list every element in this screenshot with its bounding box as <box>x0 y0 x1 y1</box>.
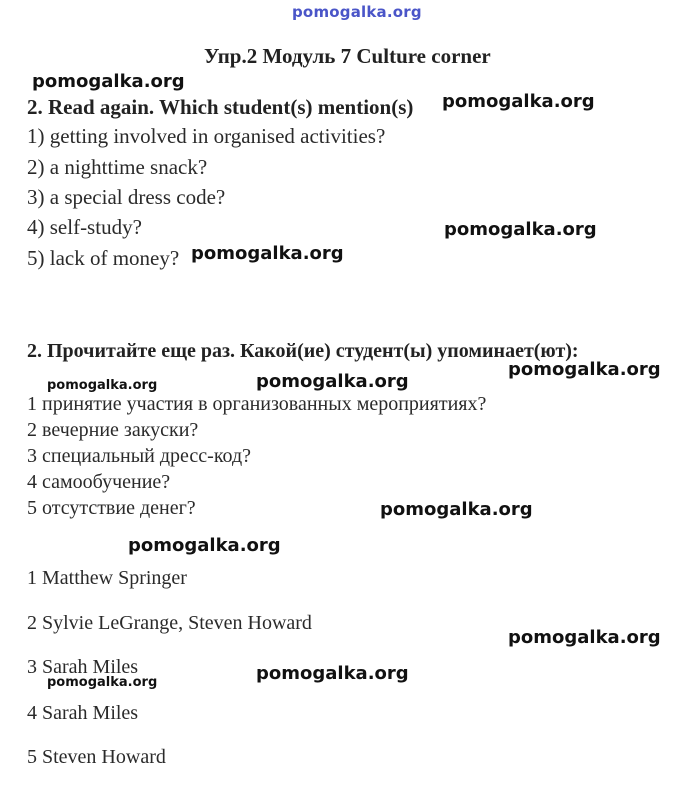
russian-item: 1 принятие участия в организованных мероприятиях? <box>27 393 487 415</box>
answer-item: 4 Sarah Miles <box>27 702 139 724</box>
watermark: pomogalka.org <box>32 71 185 92</box>
watermark: pomogalka.org <box>508 627 661 648</box>
watermark: pomogalka.org <box>191 243 344 264</box>
english-item: 3) a special dress code? <box>27 185 226 209</box>
answer-item: 5 Steven Howard <box>27 746 166 768</box>
watermark: pomogalka.org <box>128 535 281 556</box>
russian-item: 2 вечерние закуски? <box>27 419 199 441</box>
header-watermark: pomogalka.org <box>292 3 422 21</box>
russian-item: 5 отсутствие денег? <box>27 497 196 519</box>
english-item: 2) a nighttime snack? <box>27 155 208 179</box>
english-item: 4) self-study? <box>27 215 142 239</box>
answer-item: 3 Sarah Miles <box>27 656 139 678</box>
watermark: pomogalka.org <box>256 663 409 684</box>
english-item: 5) lack of money? <box>27 246 180 270</box>
watermark: pomogalka.org <box>508 359 661 380</box>
page-title: Упр.2 Модуль 7 Culture corner <box>204 44 491 68</box>
watermark: pomogalka.org <box>256 371 409 392</box>
answer-item: 2 Sylvie LeGrange, Steven Howard <box>27 612 312 634</box>
answer-item: 1 Matthew Springer <box>27 567 187 589</box>
watermark: pomogalka.org <box>380 499 533 520</box>
russian-item: 4 самообучение? <box>27 471 171 493</box>
watermark: pomogalka.org <box>444 219 597 240</box>
watermark: pomogalka.org <box>47 675 158 690</box>
english-heading: 2. Read again. Which student(s) mention(s) <box>27 95 414 119</box>
watermark: pomogalka.org <box>47 378 158 393</box>
russian-heading: 2. Прочитайте еще раз. Какой(ие) студент(ы) упоминает(ют): <box>27 340 579 362</box>
russian-item: 3 специальный дресс-код? <box>27 445 252 467</box>
watermark: pomogalka.org <box>442 91 595 112</box>
english-item: 1) getting involved in organised activities? <box>27 124 386 148</box>
